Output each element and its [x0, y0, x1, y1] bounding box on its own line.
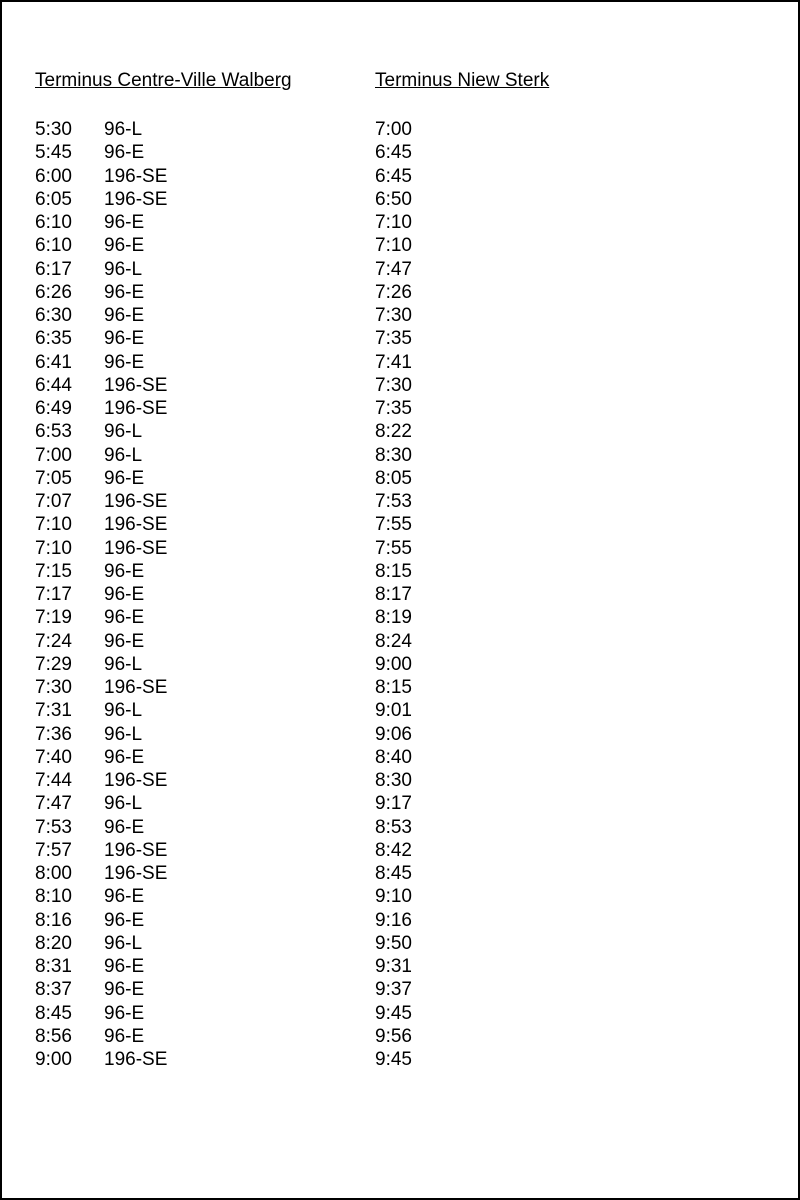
- route-code: 96-L: [104, 793, 143, 815]
- timetable-rows: [35, 118, 796, 1071]
- route-code: 96-E: [104, 746, 145, 768]
- route-code: 96-E: [104, 909, 145, 931]
- table-row: [35, 839, 796, 862]
- arrival-time: 8:42: [375, 839, 412, 861]
- arrival-time: 7:35: [375, 328, 412, 350]
- table-row: [35, 374, 796, 397]
- table-row: [35, 420, 796, 443]
- route-code: 96-E: [104, 351, 145, 373]
- table-row: [35, 769, 796, 792]
- departure-time: 6:10: [35, 235, 72, 257]
- route-code: 196-SE: [104, 863, 168, 884]
- table-row: [35, 792, 796, 815]
- table-row: [35, 397, 796, 420]
- departure-time: 6:44: [35, 374, 72, 396]
- table-row: [35, 560, 796, 583]
- departure-time: 6:35: [35, 328, 72, 350]
- departure-time: 8:56: [35, 1025, 72, 1047]
- departure-time: 6:30: [35, 305, 72, 326]
- table-row: [35, 513, 796, 536]
- header-terminus-centre-ville-walberg: Terminus Centre-Ville Walberg: [35, 70, 292, 91]
- arrival-time: 7:00: [375, 119, 412, 140]
- departure-time: 6:17: [35, 258, 72, 280]
- route-code: 96-E: [104, 1002, 145, 1024]
- table-row: [35, 188, 796, 211]
- arrival-time: 9:16: [375, 909, 412, 931]
- departure-time: 6:49: [35, 398, 72, 419]
- table-row: [35, 816, 796, 839]
- table-row: [35, 490, 796, 513]
- arrival-time: 8:30: [375, 770, 412, 791]
- arrival-time: 9:01: [375, 700, 412, 722]
- table-row: [35, 281, 796, 304]
- departure-time: 6:00: [35, 165, 72, 187]
- arrival-time: 8:40: [375, 746, 412, 768]
- table-row: [35, 699, 796, 722]
- arrival-time: 7:26: [375, 281, 412, 303]
- arrival-time: 7:35: [375, 398, 412, 419]
- arrival-time: 7:55: [375, 514, 412, 536]
- departure-time: 8:00: [35, 863, 72, 884]
- table-row: [35, 885, 796, 908]
- departure-time: 8:31: [35, 956, 72, 977]
- arrival-time: 8:19: [375, 607, 412, 629]
- arrival-time: 8:22: [375, 421, 412, 443]
- route-code: 96-E: [104, 584, 145, 605]
- arrival-time: 9:45: [375, 1002, 412, 1024]
- table-row: [35, 165, 796, 188]
- departure-time: 7:36: [35, 723, 72, 745]
- table-row: [35, 141, 796, 164]
- departure-time: 7:30: [35, 677, 72, 698]
- arrival-time: 8:15: [375, 560, 412, 582]
- arrival-time: 6:50: [375, 188, 412, 210]
- arrival-time: 8:05: [375, 467, 412, 489]
- route-code: 96-E: [104, 816, 145, 838]
- departure-time: 6:10: [35, 212, 72, 233]
- arrival-time: 7:10: [375, 235, 412, 257]
- departure-time: 7:44: [35, 770, 72, 791]
- route-code: 96-E: [104, 328, 145, 350]
- arrival-time: 9:50: [375, 932, 412, 954]
- departure-time: 6:05: [35, 188, 72, 210]
- departure-time: 7:17: [35, 584, 72, 605]
- route-code: 96-E: [104, 979, 145, 1001]
- departure-time: 9:00: [35, 1049, 72, 1070]
- departure-time: 7:47: [35, 793, 72, 815]
- table-row: [35, 351, 796, 374]
- table-row: [35, 676, 796, 699]
- departure-time: 8:16: [35, 909, 72, 931]
- route-code: 96-L: [104, 653, 143, 675]
- arrival-time: 9:10: [375, 886, 412, 908]
- route-code: 196-SE: [104, 1049, 168, 1070]
- table-row: [35, 955, 796, 978]
- departure-time: 7:57: [35, 839, 72, 861]
- table-row: [35, 211, 796, 234]
- table-row: [35, 327, 796, 350]
- departure-time: 7:00: [35, 444, 72, 466]
- route-code: 96-E: [104, 467, 145, 489]
- departure-time: 7:07: [35, 491, 72, 512]
- departure-time: 8:10: [35, 886, 72, 908]
- table-row: [35, 118, 796, 141]
- route-code: 96-E: [104, 142, 145, 164]
- arrival-time: 8:15: [375, 677, 412, 698]
- route-code: 196-SE: [104, 165, 168, 187]
- table-row: [35, 234, 796, 257]
- arrival-time: 9:00: [375, 653, 412, 675]
- departure-time: 5:45: [35, 142, 72, 164]
- arrival-time: 6:45: [375, 165, 412, 187]
- departure-time: 8:20: [35, 932, 72, 954]
- departure-time: 7:05: [35, 467, 72, 489]
- route-code: 96-E: [104, 305, 145, 326]
- arrival-time: 8:17: [375, 584, 412, 605]
- route-code: 196-SE: [104, 188, 168, 210]
- departure-time: 6:53: [35, 421, 72, 443]
- route-code: 196-SE: [104, 677, 168, 698]
- arrival-time: 8:24: [375, 630, 412, 652]
- table-row: [35, 537, 796, 560]
- table-row: [35, 653, 796, 676]
- route-code: 196-SE: [104, 770, 168, 791]
- departure-time: 7:19: [35, 607, 72, 629]
- arrival-time: 7:30: [375, 305, 412, 326]
- route-code: 96-L: [104, 723, 143, 745]
- table-row: [35, 723, 796, 746]
- route-code: 96-L: [104, 119, 143, 140]
- route-code: 96-E: [104, 886, 145, 908]
- route-code: 196-SE: [104, 839, 168, 861]
- arrival-time: 7:41: [375, 351, 412, 373]
- arrival-time: 7:55: [375, 537, 412, 559]
- route-code: 96-L: [104, 932, 143, 954]
- table-row: [35, 862, 796, 885]
- departure-time: 8:37: [35, 979, 72, 1001]
- route-code: 196-SE: [104, 491, 168, 512]
- route-code: 96-E: [104, 630, 145, 652]
- route-code: 96-E: [104, 607, 145, 629]
- header-terminus-niew-sterk: Terminus Niew Sterk: [375, 70, 550, 91]
- arrival-time: 9:17: [375, 793, 412, 815]
- arrival-time: 9:56: [375, 1025, 412, 1047]
- table-row: [35, 746, 796, 769]
- arrival-time: 9:31: [375, 956, 412, 977]
- departure-time: 7:31: [35, 700, 72, 722]
- route-code: 96-E: [104, 281, 145, 303]
- table-row: [35, 258, 796, 281]
- table-row: [35, 583, 796, 606]
- table-row: [35, 1048, 796, 1071]
- arrival-time: 9:37: [375, 979, 412, 1001]
- table-row: [35, 978, 796, 1001]
- route-code: 96-L: [104, 421, 143, 443]
- route-code: 96-E: [104, 235, 145, 257]
- route-code: 96-L: [104, 444, 143, 466]
- arrival-time: 9:06: [375, 723, 412, 745]
- route-code: 96-L: [104, 700, 143, 722]
- departure-time: 7:24: [35, 630, 72, 652]
- arrival-time: 9:45: [375, 1049, 412, 1070]
- route-code: 196-SE: [104, 398, 168, 419]
- departure-time: 6:26: [35, 281, 72, 303]
- route-code: 96-E: [104, 956, 145, 977]
- table-row: [35, 1025, 796, 1048]
- departure-time: 7:29: [35, 653, 72, 675]
- route-code: 96-E: [104, 560, 145, 582]
- route-code: 96-E: [104, 1025, 145, 1047]
- arrival-time: 7:30: [375, 374, 412, 396]
- departure-time: 7:40: [35, 746, 72, 768]
- table-row: [35, 444, 796, 467]
- departure-time: 8:45: [35, 1002, 72, 1024]
- departure-time: 7:10: [35, 537, 72, 559]
- route-code: 96-E: [104, 212, 145, 233]
- route-code: 196-SE: [104, 514, 168, 536]
- table-row: [35, 932, 796, 955]
- departure-time: 7:53: [35, 816, 72, 838]
- table-row: [35, 630, 796, 653]
- arrival-time: 7:53: [375, 491, 412, 512]
- departure-time: 5:30: [35, 119, 72, 140]
- table-row: [35, 606, 796, 629]
- arrival-time: 8:53: [375, 816, 412, 838]
- route-code: 196-SE: [104, 537, 168, 559]
- table-row: [35, 909, 796, 932]
- departure-time: 7:15: [35, 560, 72, 582]
- arrival-time: 6:45: [375, 142, 412, 164]
- table-row: [35, 1002, 796, 1025]
- departure-time: 7:10: [35, 514, 72, 536]
- arrival-time: 8:45: [375, 863, 412, 884]
- table-row: [35, 304, 796, 327]
- departure-time: 6:41: [35, 351, 72, 373]
- route-code: 196-SE: [104, 374, 168, 396]
- route-code: 96-L: [104, 258, 143, 280]
- arrival-time: 7:10: [375, 212, 412, 233]
- arrival-time: 8:30: [375, 444, 412, 466]
- table-row: [35, 467, 796, 490]
- arrival-time: 7:47: [375, 258, 412, 280]
